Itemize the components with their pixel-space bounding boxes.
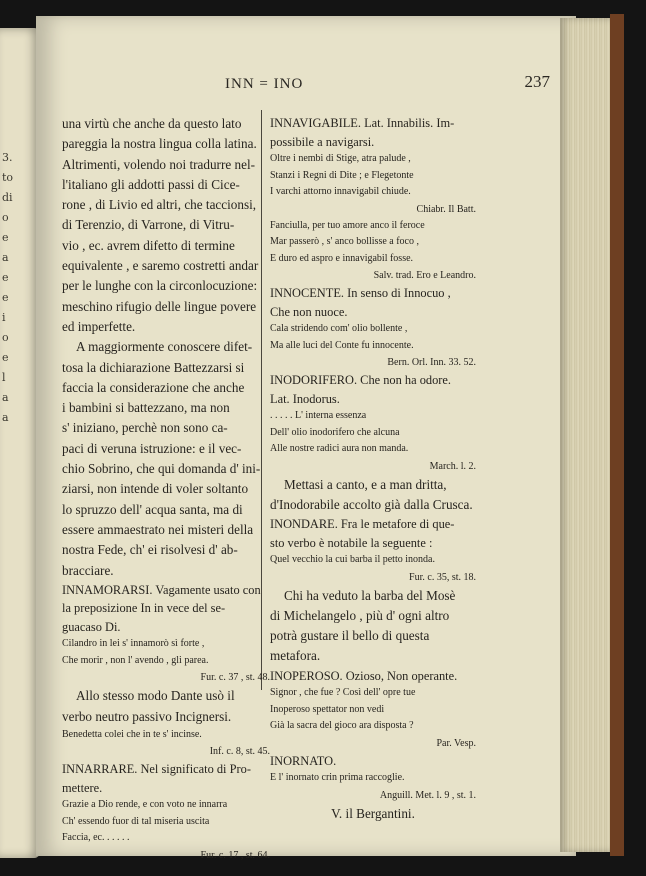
text-line: Alle nostre radici aura non manda.	[270, 443, 409, 454]
text-line: di Michelangelo , più d' ogni altro	[270, 607, 450, 623]
text-line: I varchi attorno innavigabil chiude.	[270, 186, 411, 197]
text-line: Signor , che fue ? Così dell' opre tue	[270, 687, 416, 699]
text-line: INONDARE. Fra le metafore di que-	[270, 517, 455, 532]
text-line: bracciare.	[62, 562, 114, 578]
text-line: Già la sacra del gioco ara disposta ?	[270, 720, 414, 732]
text-line: INORNATO.	[270, 753, 337, 768]
left-page-fragment: i	[2, 311, 6, 324]
text-line: Inf. c. 8, st. 45.	[209, 746, 270, 758]
text-line: Fur. c. 35, st. 18.	[409, 571, 476, 583]
text-line: sto verbo è notabile la seguente :	[270, 535, 433, 550]
text-line: lo spruzzo dell' acqua santa, ma di	[62, 501, 243, 517]
text-line: Salv. trad. Ero e Leandro.	[373, 270, 476, 281]
text-line: INNOCENTE. In senso di Innocuo ,	[270, 286, 451, 300]
text-line: Fanciulla, per tuo amore anco il feroce	[270, 219, 425, 231]
text-line: tosa la dichiarazione Battezzarsi si	[62, 359, 245, 375]
left-page-fragment: a	[2, 391, 9, 404]
text-line: nostra Fede, ch' ei risolvesi d' ab-	[62, 542, 238, 558]
text-line: A maggiormente conoscere difet-	[76, 339, 253, 355]
text-line: per le lunghe con la circonlocuzione:	[62, 278, 258, 294]
text-line: Cilandro in lei s' innamorò sì forte ,	[62, 638, 205, 650]
text-line: Cala stridendo com' olio bollente ,	[270, 323, 408, 334]
text-line: s' iniziano, perchè non sono ca-	[62, 420, 228, 436]
left-page-fragment: l	[2, 371, 6, 384]
running-head: INN = INO	[225, 76, 304, 92]
text-line: Che morir , non l' avendo , gli parea.	[62, 654, 209, 666]
text-line: essere ammaestrato nei misteri della	[62, 521, 254, 537]
text-line: Anguill. Met. l. 9 , st. 1.	[379, 789, 476, 801]
text-line: Inoperoso spettator non vedi	[270, 703, 385, 715]
right-text-column	[270, 114, 476, 824]
text-line: la preposizione In in vece del se-	[62, 601, 226, 616]
text-line: Mettasi a canto, e a man dritta,	[284, 476, 447, 492]
text-line: V. il Bergantini.	[331, 805, 415, 821]
text-line: d'Inodorabile accolto già dalla Crusca.	[270, 496, 473, 512]
text-line: Chiabr. Il Batt.	[416, 203, 476, 215]
text-line: guacaso Di.	[62, 619, 121, 634]
left-page-fragment: e	[2, 231, 9, 244]
text-line: . . . . . L' interna essenza	[270, 410, 367, 421]
text-line: una virtù che anche da questo lato	[62, 116, 242, 131]
text-line: chio Sobrino, che qui domanda d' ini-	[62, 461, 261, 477]
text-line: March. l. 2.	[429, 460, 476, 472]
text-line: mettere.	[62, 780, 103, 795]
text-line: vio , ec. avrem difetto di termine	[62, 237, 235, 253]
text-line: Stanzi i Regni di Dite ; e Flegetonte	[270, 169, 414, 181]
page-header	[190, 72, 550, 100]
left-page-fragment: e	[2, 271, 9, 284]
text-line: di Terenzio, di Varrone, di Vitru-	[62, 217, 235, 233]
text-line: Mar passerò , s' anco bollisse a foco ,	[270, 236, 419, 247]
text-line: equivalente , e saremo costretti andar	[62, 258, 259, 274]
text-line: Bern. Orl. Inn. 33. 52.	[387, 357, 476, 368]
text-line: Chi ha veduto la barba del Mosè	[284, 587, 456, 603]
text-line: paci di veruna istruzione: e il vec-	[62, 440, 242, 456]
text-line: rone , di Livio ed altri, che taccionsi,	[62, 197, 257, 213]
left-page-fragment: e	[2, 291, 9, 304]
left-page-fragment: to	[2, 171, 14, 184]
page-number: 237	[524, 72, 550, 91]
left-page-fragment: e	[2, 351, 9, 364]
text-line: Fur. c. 17 , st. 64.	[200, 849, 270, 861]
text-line: E duro ed aspro e innavigabil fosse.	[270, 252, 414, 264]
text-line: i bambini si battezzano, ma non	[62, 400, 230, 416]
text-line: Ma alle luci del Conte fu innocente.	[270, 339, 414, 351]
left-page-fragment: a	[2, 251, 9, 264]
text-line: possibile a navigarsi.	[270, 134, 375, 149]
text-line: INNAMORARSI. Vagamente usato con	[62, 582, 261, 597]
text-line: potrà gustare il bello di questa	[270, 628, 430, 644]
text-line: meschino rifugio delle lingue povere	[62, 298, 257, 314]
text-line: INODORIFERO. Che non ha odore.	[270, 373, 452, 387]
text-line: INNAVIGABILE. Lat. Innabilis. Im-	[270, 116, 455, 130]
left-page-fragment: o	[2, 211, 9, 224]
left-text-column	[62, 114, 270, 864]
text-line: pareggia la nostra lingua colla latina.	[62, 136, 257, 152]
text-line: Fur. c. 37 , st. 48.	[200, 672, 270, 684]
left-page-text-fragments	[2, 148, 36, 428]
text-line: Dell' olio inodorifero che alcuna	[270, 426, 400, 438]
text-line: Che non nuoce.	[270, 304, 348, 319]
left-page-fragment: di	[2, 191, 13, 204]
text-line: E l' inornato crin prima raccoglie.	[270, 772, 405, 784]
text-line: Oltre i nembi di Stige, atra palude ,	[270, 153, 411, 164]
text-line: ed imperfette.	[62, 318, 136, 334]
text-line: ziarsi, non intende di voler soltanto	[62, 481, 249, 497]
text-line: faccia la considerazione che anche	[62, 379, 245, 395]
text-line: verbo neutro passivo Incignersi.	[62, 708, 232, 724]
text-line: l'italiano gli addotti passi di Cice-	[62, 176, 240, 192]
text-line: Par. Vesp.	[436, 737, 476, 749]
text-line: Altrimenti, volendo noi tradurre nel-	[62, 156, 255, 172]
text-line: Allo stesso modo Dante usò il	[76, 688, 235, 704]
book-cover	[610, 14, 624, 856]
text-line: INNARRARE. Nel significato di Pro-	[62, 762, 251, 777]
text-line: Lat. Inodorus.	[270, 391, 340, 406]
text-line: Benedetta colei che in te s' incinse.	[62, 728, 202, 740]
text-line: metafora.	[270, 648, 321, 664]
text-line: Quel vecchio la cui barba il petto inonda.	[270, 554, 435, 566]
left-page-edge	[0, 28, 40, 858]
text-line: Faccia, ec. . . . . .	[62, 832, 130, 844]
text-line: Grazie a Dio rende, e con voto ne innarra	[62, 799, 228, 811]
text-line: Ch' essendo fuor di tal miseria uscita	[62, 815, 210, 827]
left-page-fragment: 3.	[2, 151, 13, 164]
left-page-fragment: o	[2, 331, 9, 344]
left-page-fragment: a	[2, 411, 9, 424]
text-line: INOPEROSO. Ozioso, Non operante.	[270, 668, 458, 683]
